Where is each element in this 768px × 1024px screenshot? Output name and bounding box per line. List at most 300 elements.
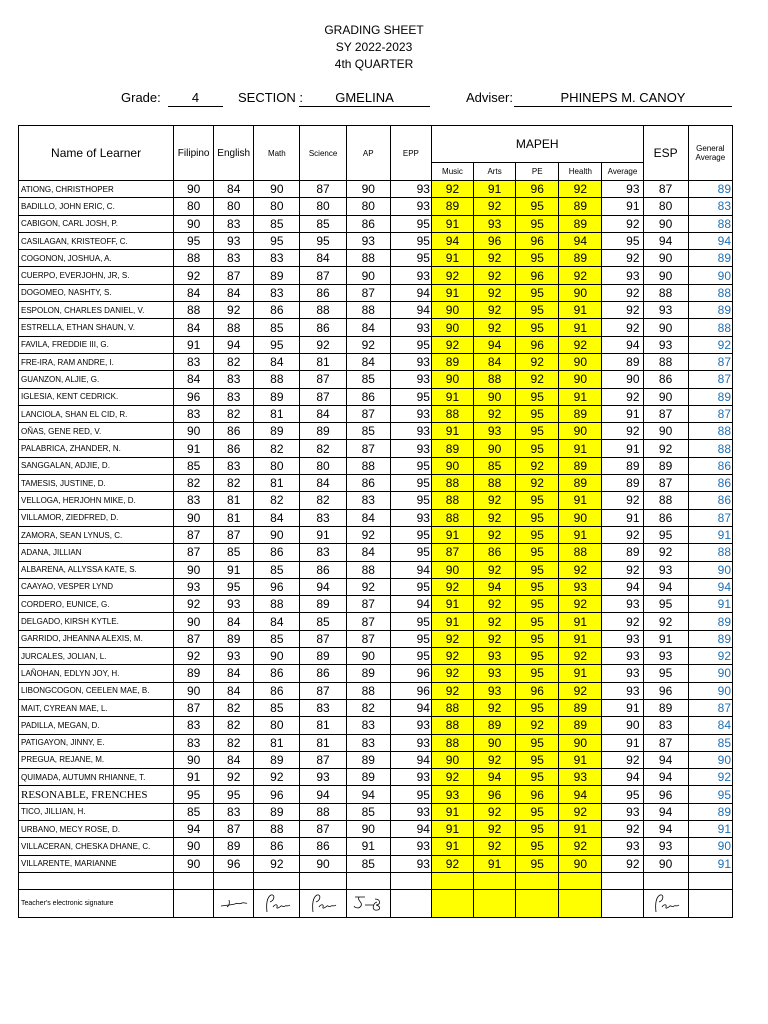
grade-epp: 94 — [390, 302, 431, 319]
grade-science: 81 — [300, 353, 346, 370]
grade-pe: 96 — [516, 267, 559, 284]
grade-epp: 95 — [390, 613, 431, 630]
grade-filipino: 90 — [174, 613, 214, 630]
grade-health: 91 — [559, 630, 602, 647]
signature-cell-science — [300, 889, 346, 917]
grade-music: 88 — [431, 699, 473, 716]
grade-general-average: 90 — [688, 751, 732, 768]
signature-mark — [307, 892, 339, 914]
grade-esp: 91 — [643, 630, 688, 647]
grade-mapeh-average: 92 — [602, 423, 643, 440]
learner-name: DOGOMEO, NASHTY, S. — [19, 284, 174, 301]
grade-english: 80 — [214, 198, 254, 215]
grade-esp: 89 — [643, 457, 688, 474]
grade-health: 91 — [559, 526, 602, 543]
grade-pe: 95 — [516, 699, 559, 716]
grade-epp: 93 — [390, 267, 431, 284]
grade-science: 89 — [300, 423, 346, 440]
grade-arts: 92 — [474, 284, 516, 301]
signature-cell-ap — [346, 889, 390, 917]
grade-filipino: 95 — [174, 786, 214, 803]
grade-math: 95 — [254, 336, 300, 353]
grade-arts: 90 — [474, 388, 516, 405]
learner-row — [19, 371, 733, 388]
col-filipino: Filipino — [174, 126, 214, 181]
grade-science: 80 — [300, 457, 346, 474]
grade-math: 85 — [254, 215, 300, 232]
signature-cell-esp — [643, 889, 688, 917]
grade-health: 90 — [559, 855, 602, 872]
col-general-average-line1: General — [696, 144, 725, 153]
grade-filipino: 92 — [174, 596, 214, 613]
col-arts: Arts — [474, 163, 516, 181]
grade-arts: 92 — [474, 198, 516, 215]
grade-math: 84 — [254, 353, 300, 370]
grade-health: 89 — [559, 250, 602, 267]
grade-english: 94 — [214, 336, 254, 353]
grade-epp: 93 — [390, 405, 431, 422]
grade-health: 88 — [559, 544, 602, 561]
grade-science: 85 — [300, 613, 346, 630]
learner-name: MAIT, CYREAN MAE, L. — [19, 699, 174, 716]
grade-filipino: 87 — [174, 630, 214, 647]
grade-general-average: 89 — [688, 613, 732, 630]
grade-music: 90 — [431, 302, 473, 319]
grade-pe: 95 — [516, 198, 559, 215]
grade-math: 96 — [254, 578, 300, 595]
grade-general-average: 90 — [688, 665, 732, 682]
learner-row — [19, 734, 733, 751]
grade-filipino: 83 — [174, 717, 214, 734]
learner-name: PREGUA, REJANE, M. — [19, 751, 174, 768]
section-value: GMELINA — [299, 90, 430, 107]
grade-ap: 90 — [346, 181, 390, 198]
grade-math: 84 — [254, 509, 300, 526]
grade-ap: 91 — [346, 838, 390, 855]
grade-general-average: 91 — [688, 855, 732, 872]
grade-filipino: 93 — [174, 578, 214, 595]
grade-filipino: 83 — [174, 492, 214, 509]
grade-esp: 90 — [643, 215, 688, 232]
signature-label: Teacher's electronic signature — [19, 889, 174, 917]
grade-health: 93 — [559, 769, 602, 786]
grade-filipino: 90 — [174, 751, 214, 768]
grade-pe: 95 — [516, 526, 559, 543]
grade-health: 92 — [559, 181, 602, 198]
learner-name: ATIONG, CHRISTHOPER — [19, 181, 174, 198]
grade-mapeh-average: 92 — [602, 215, 643, 232]
grade-math: 92 — [254, 769, 300, 786]
col-health: Health — [559, 163, 602, 181]
learner-name: ALBARENA, ALLYSSA KATE, S. — [19, 561, 174, 578]
grade-epp: 96 — [390, 682, 431, 699]
grade-science: 88 — [300, 803, 346, 820]
grade-arts: 92 — [474, 302, 516, 319]
grade-mapeh-average: 92 — [602, 284, 643, 301]
grade-general-average: 89 — [688, 630, 732, 647]
grade-health: 90 — [559, 509, 602, 526]
grade-health: 92 — [559, 596, 602, 613]
grade-arts: 92 — [474, 596, 516, 613]
grade-science: 94 — [300, 578, 346, 595]
learner-row — [19, 596, 733, 613]
grade-epp: 94 — [390, 596, 431, 613]
grade-music: 91 — [431, 284, 473, 301]
grade-health: 91 — [559, 665, 602, 682]
grade-english: 84 — [214, 613, 254, 630]
grade-english: 91 — [214, 561, 254, 578]
grade-arts: 93 — [474, 665, 516, 682]
grade-epp: 95 — [390, 578, 431, 595]
grade-english: 92 — [214, 302, 254, 319]
signature-mark — [351, 893, 385, 913]
grade-mapeh-average: 92 — [602, 302, 643, 319]
grade-filipino: 92 — [174, 648, 214, 665]
grade-music: 91 — [431, 215, 473, 232]
grade-science: 89 — [300, 596, 346, 613]
grade-esp: 95 — [643, 526, 688, 543]
grade-epp: 93 — [390, 198, 431, 215]
learner-name: GARRIDO, JHEANNA ALEXIS, M. — [19, 630, 174, 647]
learner-name: ESPOLON, CHARLES DANIEL, V. — [19, 302, 174, 319]
learner-name: LANCIOLA, SHAN EL CID, R. — [19, 405, 174, 422]
grade-music: 91 — [431, 613, 473, 630]
sheet-title: GRADING SHEET — [324, 23, 424, 37]
grade-mapeh-average: 92 — [602, 319, 643, 336]
grade-math: 89 — [254, 751, 300, 768]
quarter: 4th QUARTER — [334, 57, 414, 71]
grade-music: 88 — [431, 734, 473, 751]
grade-science: 86 — [300, 665, 346, 682]
grade-mapeh-average: 89 — [602, 353, 643, 370]
grade-music: 91 — [431, 803, 473, 820]
grade-ap: 92 — [346, 578, 390, 595]
grade-math: 82 — [254, 440, 300, 457]
grade-filipino: 80 — [174, 198, 214, 215]
learner-row — [19, 803, 733, 820]
grade-arts: 93 — [474, 648, 516, 665]
grade-ap: 89 — [346, 751, 390, 768]
grade-science: 84 — [300, 405, 346, 422]
grade-ap: 87 — [346, 440, 390, 457]
grade-esp: 96 — [643, 682, 688, 699]
grade-general-average: 92 — [688, 648, 732, 665]
grade-science: 85 — [300, 215, 346, 232]
grade-pe: 96 — [516, 682, 559, 699]
col-math: Math — [254, 126, 300, 181]
grade-epp: 95 — [390, 648, 431, 665]
grade-filipino: 87 — [174, 526, 214, 543]
grade-arts: 86 — [474, 544, 516, 561]
learner-row — [19, 423, 733, 440]
grade-arts: 93 — [474, 215, 516, 232]
grade-english: 84 — [214, 751, 254, 768]
grade-general-average: 95 — [688, 786, 732, 803]
grade-science: 81 — [300, 717, 346, 734]
learner-name: VILLAMOR, ZIEDFRED, D. — [19, 509, 174, 526]
grade-english: 83 — [214, 388, 254, 405]
grade-filipino: 87 — [174, 544, 214, 561]
grade-english: 81 — [214, 509, 254, 526]
grade-epp: 93 — [390, 734, 431, 751]
grade-math: 88 — [254, 820, 300, 837]
grade-science: 89 — [300, 648, 346, 665]
grade-filipino: 88 — [174, 250, 214, 267]
grade-pe: 92 — [516, 457, 559, 474]
grade-arts: 92 — [474, 250, 516, 267]
grade-filipino: 92 — [174, 267, 214, 284]
grade-english: 83 — [214, 250, 254, 267]
grade-epp: 93 — [390, 440, 431, 457]
learner-name: CAAYAO, VESPER LYND — [19, 578, 174, 595]
grade-pe: 95 — [516, 492, 559, 509]
learner-name: TICO, JILLIAN, H. — [19, 803, 174, 820]
grade-english: 83 — [214, 215, 254, 232]
learner-name: OÑAS, GENE RED, V. — [19, 423, 174, 440]
grade-pe: 96 — [516, 181, 559, 198]
grade-math: 92 — [254, 855, 300, 872]
learner-row — [19, 855, 733, 872]
grade-mapeh-average: 92 — [602, 388, 643, 405]
grade-music: 91 — [431, 838, 473, 855]
grade-pe: 95 — [516, 440, 559, 457]
grade-general-average: 86 — [688, 457, 732, 474]
grade-music: 88 — [431, 717, 473, 734]
grade-esp: 94 — [643, 803, 688, 820]
adviser-value: PHINEPS M. CANOY — [514, 90, 732, 107]
grade-health: 89 — [559, 198, 602, 215]
grade-pe: 95 — [516, 423, 559, 440]
grade-english: 82 — [214, 475, 254, 492]
grade-mapeh-average: 94 — [602, 336, 643, 353]
grade-general-average: 88 — [688, 215, 732, 232]
signature-mark — [219, 896, 249, 910]
col-english: English — [214, 126, 254, 181]
grade-general-average: 94 — [688, 232, 732, 249]
grade-pe: 95 — [516, 405, 559, 422]
grade-arts: 94 — [474, 769, 516, 786]
grade-arts: 92 — [474, 492, 516, 509]
grade-health: 91 — [559, 388, 602, 405]
learner-row — [19, 509, 733, 526]
grade-english: 93 — [214, 648, 254, 665]
grade-science: 87 — [300, 682, 346, 699]
grade-filipino: 90 — [174, 215, 214, 232]
grade-mapeh-average: 91 — [602, 405, 643, 422]
grade-english: 82 — [214, 353, 254, 370]
grade-arts: 84 — [474, 353, 516, 370]
grade-filipino: 89 — [174, 665, 214, 682]
grade-ap: 80 — [346, 198, 390, 215]
grade-health: 90 — [559, 423, 602, 440]
grade-math: 86 — [254, 682, 300, 699]
grade-mapeh-average: 93 — [602, 682, 643, 699]
grade-esp: 94 — [643, 751, 688, 768]
learner-row — [19, 838, 733, 855]
grade-english: 86 — [214, 440, 254, 457]
grade-pe: 95 — [516, 769, 559, 786]
learner-row — [19, 302, 733, 319]
learner-name: ZAMORA, SEAN LYNUS, C. — [19, 526, 174, 543]
grade-science: 88 — [300, 302, 346, 319]
grade-english: 82 — [214, 734, 254, 751]
grade-music: 92 — [431, 630, 473, 647]
grade-health: 91 — [559, 319, 602, 336]
grade-arts: 92 — [474, 267, 516, 284]
grade-general-average: 94 — [688, 578, 732, 595]
grade-epp: 95 — [390, 215, 431, 232]
grade-mapeh-average: 93 — [602, 630, 643, 647]
grade-filipino: 90 — [174, 682, 214, 699]
grade-epp: 93 — [390, 717, 431, 734]
grade-epp: 95 — [390, 475, 431, 492]
grade-filipino: 90 — [174, 181, 214, 198]
grade-mapeh-average: 90 — [602, 371, 643, 388]
grade-music: 91 — [431, 820, 473, 837]
grade-general-average: 91 — [688, 526, 732, 543]
grade-esp: 92 — [643, 613, 688, 630]
grade-mapeh-average: 93 — [602, 267, 643, 284]
grade-health: 89 — [559, 215, 602, 232]
grade-math: 88 — [254, 371, 300, 388]
grade-ap: 85 — [346, 855, 390, 872]
grade-math: 85 — [254, 699, 300, 716]
grade-mapeh-average: 94 — [602, 769, 643, 786]
grade-pe: 92 — [516, 475, 559, 492]
grade-pe: 95 — [516, 838, 559, 855]
grade-math: 81 — [254, 475, 300, 492]
learner-row — [19, 284, 733, 301]
grade-math: 85 — [254, 630, 300, 647]
signature-mark — [261, 892, 293, 914]
grade-pe: 95 — [516, 734, 559, 751]
grade-ap: 82 — [346, 699, 390, 716]
col-ap: AP — [346, 126, 390, 181]
grade-ap: 89 — [346, 769, 390, 786]
grade-general-average: 87 — [688, 353, 732, 370]
grade-science: 93 — [300, 769, 346, 786]
col-epp: EPP — [390, 126, 431, 181]
grade-health: 91 — [559, 820, 602, 837]
grade-english: 84 — [214, 284, 254, 301]
learner-row — [19, 457, 733, 474]
grade-filipino: 84 — [174, 371, 214, 388]
grade-mapeh-average: 92 — [602, 526, 643, 543]
learner-name: VELLOGA, HERJOHN MIKE, D. — [19, 492, 174, 509]
grade-health: 90 — [559, 371, 602, 388]
grade-health: 89 — [559, 457, 602, 474]
grade-mapeh-average: 91 — [602, 440, 643, 457]
grade-ap: 86 — [346, 475, 390, 492]
learner-name: DELGADO, KIRSH KYTLE. — [19, 613, 174, 630]
col-average: Average — [602, 163, 643, 181]
grade-music: 89 — [431, 198, 473, 215]
grade-science: 91 — [300, 526, 346, 543]
grade-math: 89 — [254, 267, 300, 284]
learner-name: PADILLA, MEGAN, D. — [19, 717, 174, 734]
grade-filipino: 96 — [174, 388, 214, 405]
grade-esp: 87 — [643, 181, 688, 198]
grade-music: 90 — [431, 457, 473, 474]
grade-math: 86 — [254, 302, 300, 319]
grade-health: 92 — [559, 267, 602, 284]
grade-arts: 92 — [474, 526, 516, 543]
grade-science: 90 — [300, 855, 346, 872]
grade-pe: 95 — [516, 578, 559, 595]
grade-science: 87 — [300, 820, 346, 837]
grade-esp: 92 — [643, 544, 688, 561]
grade-ap: 94 — [346, 786, 390, 803]
grade-math: 90 — [254, 526, 300, 543]
grade-esp: 90 — [643, 855, 688, 872]
grade-pe: 95 — [516, 544, 559, 561]
grade-science: 87 — [300, 181, 346, 198]
grade-arts: 91 — [474, 181, 516, 198]
grade-esp: 93 — [643, 336, 688, 353]
learner-row — [19, 181, 733, 198]
grade-ap: 83 — [346, 734, 390, 751]
grade-music: 91 — [431, 526, 473, 543]
learner-row — [19, 440, 733, 457]
grade-health: 91 — [559, 440, 602, 457]
grade-english: 95 — [214, 786, 254, 803]
grade-science: 87 — [300, 388, 346, 405]
grade-filipino: 84 — [174, 319, 214, 336]
learner-row — [19, 751, 733, 768]
grade-music: 92 — [431, 682, 473, 699]
learner-name: TAMESIS, JUSTINE, D. — [19, 475, 174, 492]
grade-math: 81 — [254, 405, 300, 422]
grade-esp: 86 — [643, 371, 688, 388]
grade-general-average: 85 — [688, 734, 732, 751]
grade-arts: 92 — [474, 838, 516, 855]
grade-ap: 83 — [346, 717, 390, 734]
grade-mapeh-average: 89 — [602, 544, 643, 561]
grade-english: 86 — [214, 423, 254, 440]
grade-arts: 91 — [474, 855, 516, 872]
grade-english: 82 — [214, 405, 254, 422]
grade-general-average: 87 — [688, 509, 732, 526]
grade-music: 89 — [431, 440, 473, 457]
grade-health: 92 — [559, 336, 602, 353]
adviser-label: Adviser: — [466, 90, 513, 105]
grade-general-average: 88 — [688, 440, 732, 457]
learner-row — [19, 492, 733, 509]
grade-mapeh-average: 91 — [602, 509, 643, 526]
learner-row — [19, 336, 733, 353]
learner-row — [19, 405, 733, 422]
grade-music: 91 — [431, 423, 473, 440]
learner-row — [19, 353, 733, 370]
grade-science: 81 — [300, 734, 346, 751]
learner-row — [19, 561, 733, 578]
grade-english: 89 — [214, 630, 254, 647]
learner-name: CASILAGAN, KRISTEOFF, C. — [19, 232, 174, 249]
learner-row — [19, 665, 733, 682]
grade-filipino: 88 — [174, 302, 214, 319]
grade-pe: 95 — [516, 803, 559, 820]
grade-english: 93 — [214, 232, 254, 249]
grade-health: 92 — [559, 803, 602, 820]
grade-pe: 95 — [516, 250, 559, 267]
grade-mapeh-average: 94 — [602, 578, 643, 595]
grade-science: 80 — [300, 198, 346, 215]
learner-name: CABIGON, CARL JOSH, P. — [19, 215, 174, 232]
grade-health: 90 — [559, 284, 602, 301]
grade-ap: 90 — [346, 267, 390, 284]
grade-esp: 94 — [643, 769, 688, 786]
grade-epp: 93 — [390, 803, 431, 820]
